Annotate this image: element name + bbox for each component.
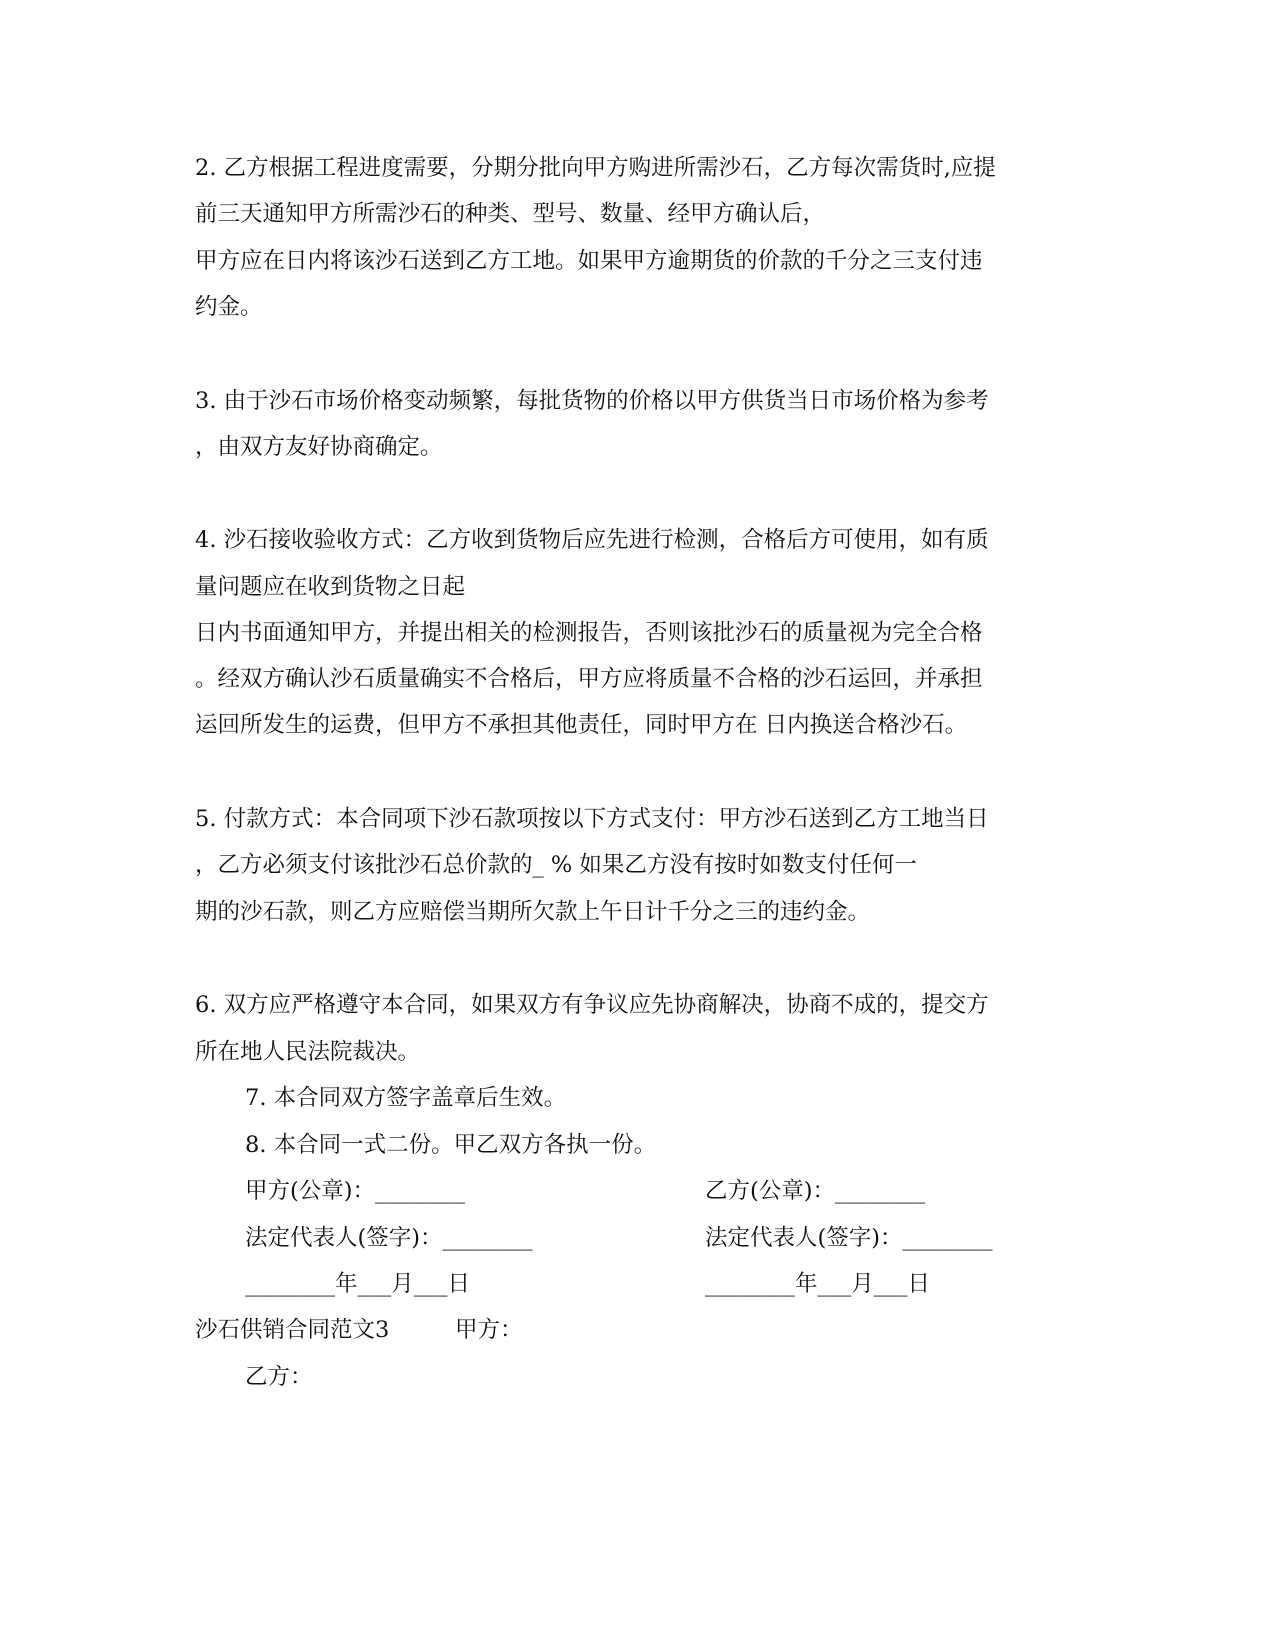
party-a-representative: 法定代表人(签字)：________ — [245, 1225, 533, 1251]
party-a-seal: 甲方(公章)：________ — [245, 1178, 466, 1204]
section-title: 沙石供销合同范文3 — [195, 1317, 390, 1343]
clause-5-line-3: 期的沙石款，则乙方应赔偿当期所欠款上午日计千分之三的违约金。 — [195, 899, 871, 925]
clause-8: 8. 本合同一式二份。甲乙双方各执一份。 — [245, 1132, 657, 1158]
party-a-date: ________年___月___日 — [245, 1271, 471, 1297]
clause-2-line-2: 前三天通知甲方所需沙石的种类、型号、数量、经甲方确认后， — [195, 201, 826, 227]
party-a-label: 甲方： — [455, 1317, 523, 1343]
clause-4-line-2: 量问题应在收到货物之日起 — [195, 574, 466, 600]
clause-7: 7. 本合同双方签字盖章后生效。 — [245, 1085, 567, 1111]
clause-4-line-4: 。经双方确认沙石质量确实不合格后，甲方应将质量不合格的沙石运回，并承担 — [195, 666, 983, 692]
party-b-date: ________年___月___日 — [705, 1271, 931, 1297]
clause-2-line-1: 2. 乙方根据工程进度需要，分期分批向甲方购进所需沙石，乙方每次需货时,应提 — [195, 155, 996, 181]
clause-2-line-4: 约金。 — [195, 294, 263, 320]
clause-5-line-1: 5. 付款方式：本合同项下沙石款项按以下方式支付：甲方沙石送到乙方工地当日 — [195, 806, 989, 832]
clause-6-line-2: 所在地人民法院裁决。 — [195, 1039, 421, 1065]
party-b-representative: 法定代表人(签字)：________ — [705, 1225, 993, 1251]
clause-4-line-1: 4. 沙石接收验收方式：乙方收到货物后应先进行检测，合格后方可使用，如有质 — [195, 527, 989, 553]
party-b-seal: 乙方(公章)：________ — [705, 1178, 926, 1204]
clause-6-line-1: 6. 双方应严格遵守本合同，如果双方有争议应先协商解决，协商不成的，提交方 — [195, 992, 989, 1018]
clause-5-line-2: ，乙方必须支付该批沙石总价款的_ % 如果乙方没有按时如数支付任何一 — [195, 852, 917, 878]
clause-2-line-3: 甲方应在日内将该沙石送到乙方工地。如果甲方逾期货的价款的千分之三支付违 — [195, 248, 983, 274]
clause-4-line-5: 运回所发生的运费，但甲方不承担其他责任，同时甲方在 日内换送合格沙石。 — [195, 712, 968, 738]
clause-3-line-1: 3. 由于沙石市场价格变动频繁，每批货物的价格以甲方供货当日市场价格为参考 — [195, 388, 989, 414]
clause-4-line-3: 日内书面通知甲方，并提出相关的检测报告，否则该批沙石的质量视为完全合格 — [195, 620, 983, 646]
clause-3-line-2: ，由双方友好协商确定。 — [195, 434, 443, 460]
party-b-label: 乙方： — [245, 1364, 313, 1390]
